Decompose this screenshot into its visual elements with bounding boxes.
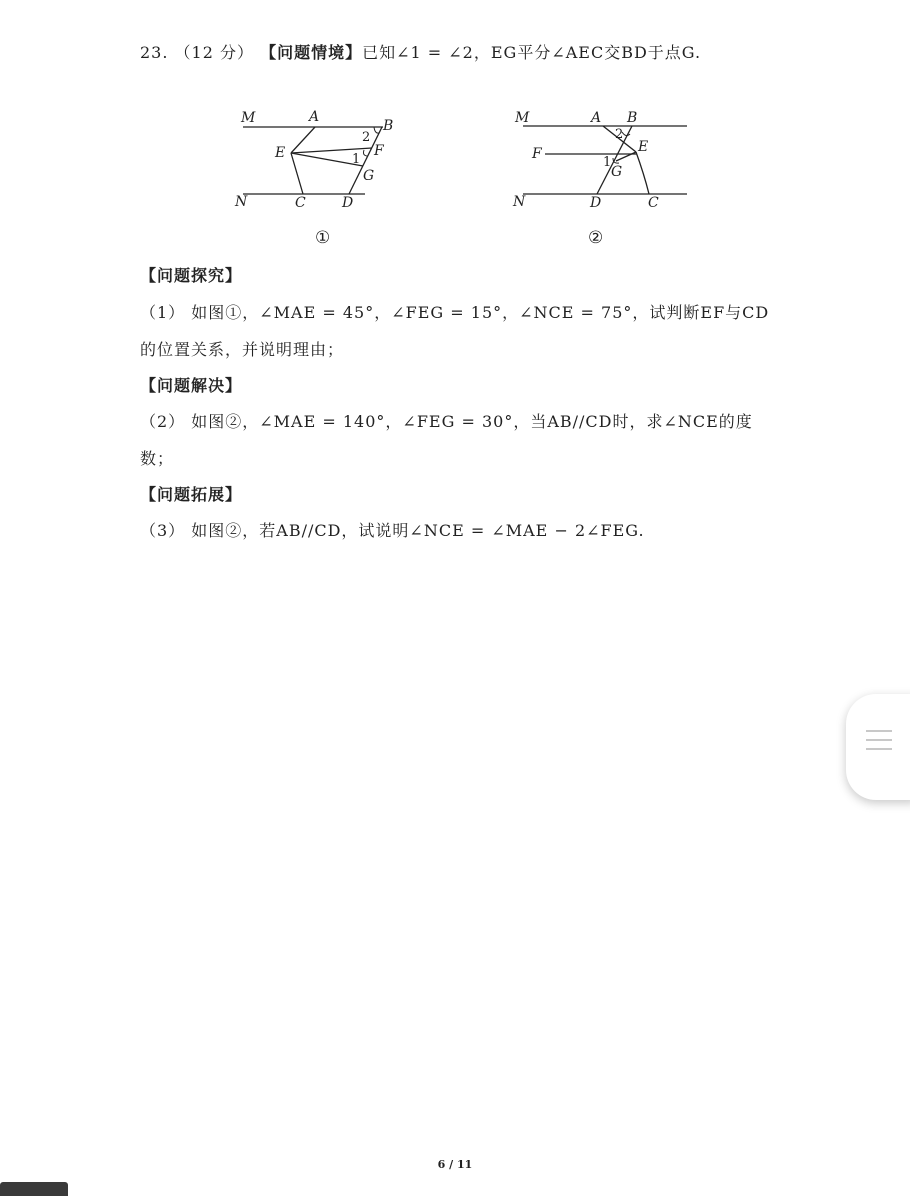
segment-ec	[636, 152, 649, 194]
figure-1-caption: ①	[315, 228, 331, 248]
angle-mark-1	[364, 150, 369, 156]
explore-heading: 【问题探究】	[140, 266, 243, 285]
label-m: M	[515, 110, 530, 126]
question-1-line-2: 的位置关系，并说明理由；	[140, 340, 345, 359]
angle-label-2: 2	[362, 130, 371, 145]
label-m: M	[241, 110, 256, 126]
label-b: B	[627, 110, 638, 126]
figure-2	[505, 100, 695, 215]
label-d: D	[342, 195, 354, 211]
extend-heading: 【问题拓展】	[140, 485, 243, 504]
label-b: B	[383, 118, 394, 134]
angle-label-1: 1	[352, 152, 361, 167]
context-label: 【问题情境】	[260, 43, 363, 62]
angle-label-2: 2	[615, 127, 624, 142]
label-d: D	[590, 195, 602, 211]
question-2-line-1: （2） 如图②，∠MAE = 140°，∠FEG = 30°，当AB//CD时，求∠NCE的度	[140, 412, 753, 431]
label-n: N	[513, 194, 526, 210]
segment-ec	[291, 153, 303, 194]
label-e: E	[638, 139, 649, 155]
angle-label-1: 1	[603, 155, 612, 170]
figure-1	[225, 100, 405, 215]
page-number: 6 / 11	[437, 1158, 473, 1171]
problem-score: （12 分）	[174, 43, 254, 62]
question-1-line-1: （1） 如图①，∠MAE = 45°，∠FEG = 15°，∠NCE = 75°，试判断EF与CD	[140, 303, 770, 322]
label-c: C	[648, 195, 659, 211]
solve-heading: 【问题解决】	[140, 376, 243, 395]
label-c: C	[295, 195, 306, 211]
figure-2-caption: ②	[588, 228, 604, 248]
label-n: N	[235, 194, 248, 210]
label-a: A	[309, 109, 320, 125]
question-3-line-1: （3） 如图②，若AB//CD，试说明∠NCE = ∠MAE − 2∠FEG.	[140, 521, 645, 540]
angle-mark-2	[374, 127, 379, 133]
question-2-line-2: 数；	[140, 449, 175, 468]
problem-header	[140, 40, 701, 63]
segment-ae	[291, 127, 315, 153]
problem-statement: 已知∠1 = ∠2，EG平分∠AEC交BD于点G.	[362, 43, 702, 62]
problem-number: 23.	[140, 43, 169, 62]
label-a: A	[591, 110, 602, 126]
floating-menu-button[interactable]	[846, 694, 910, 800]
label-f: F	[532, 146, 542, 162]
label-g: G	[363, 168, 375, 184]
label-g: G	[611, 164, 623, 180]
label-e: E	[275, 145, 286, 161]
label-f: F	[374, 143, 384, 159]
